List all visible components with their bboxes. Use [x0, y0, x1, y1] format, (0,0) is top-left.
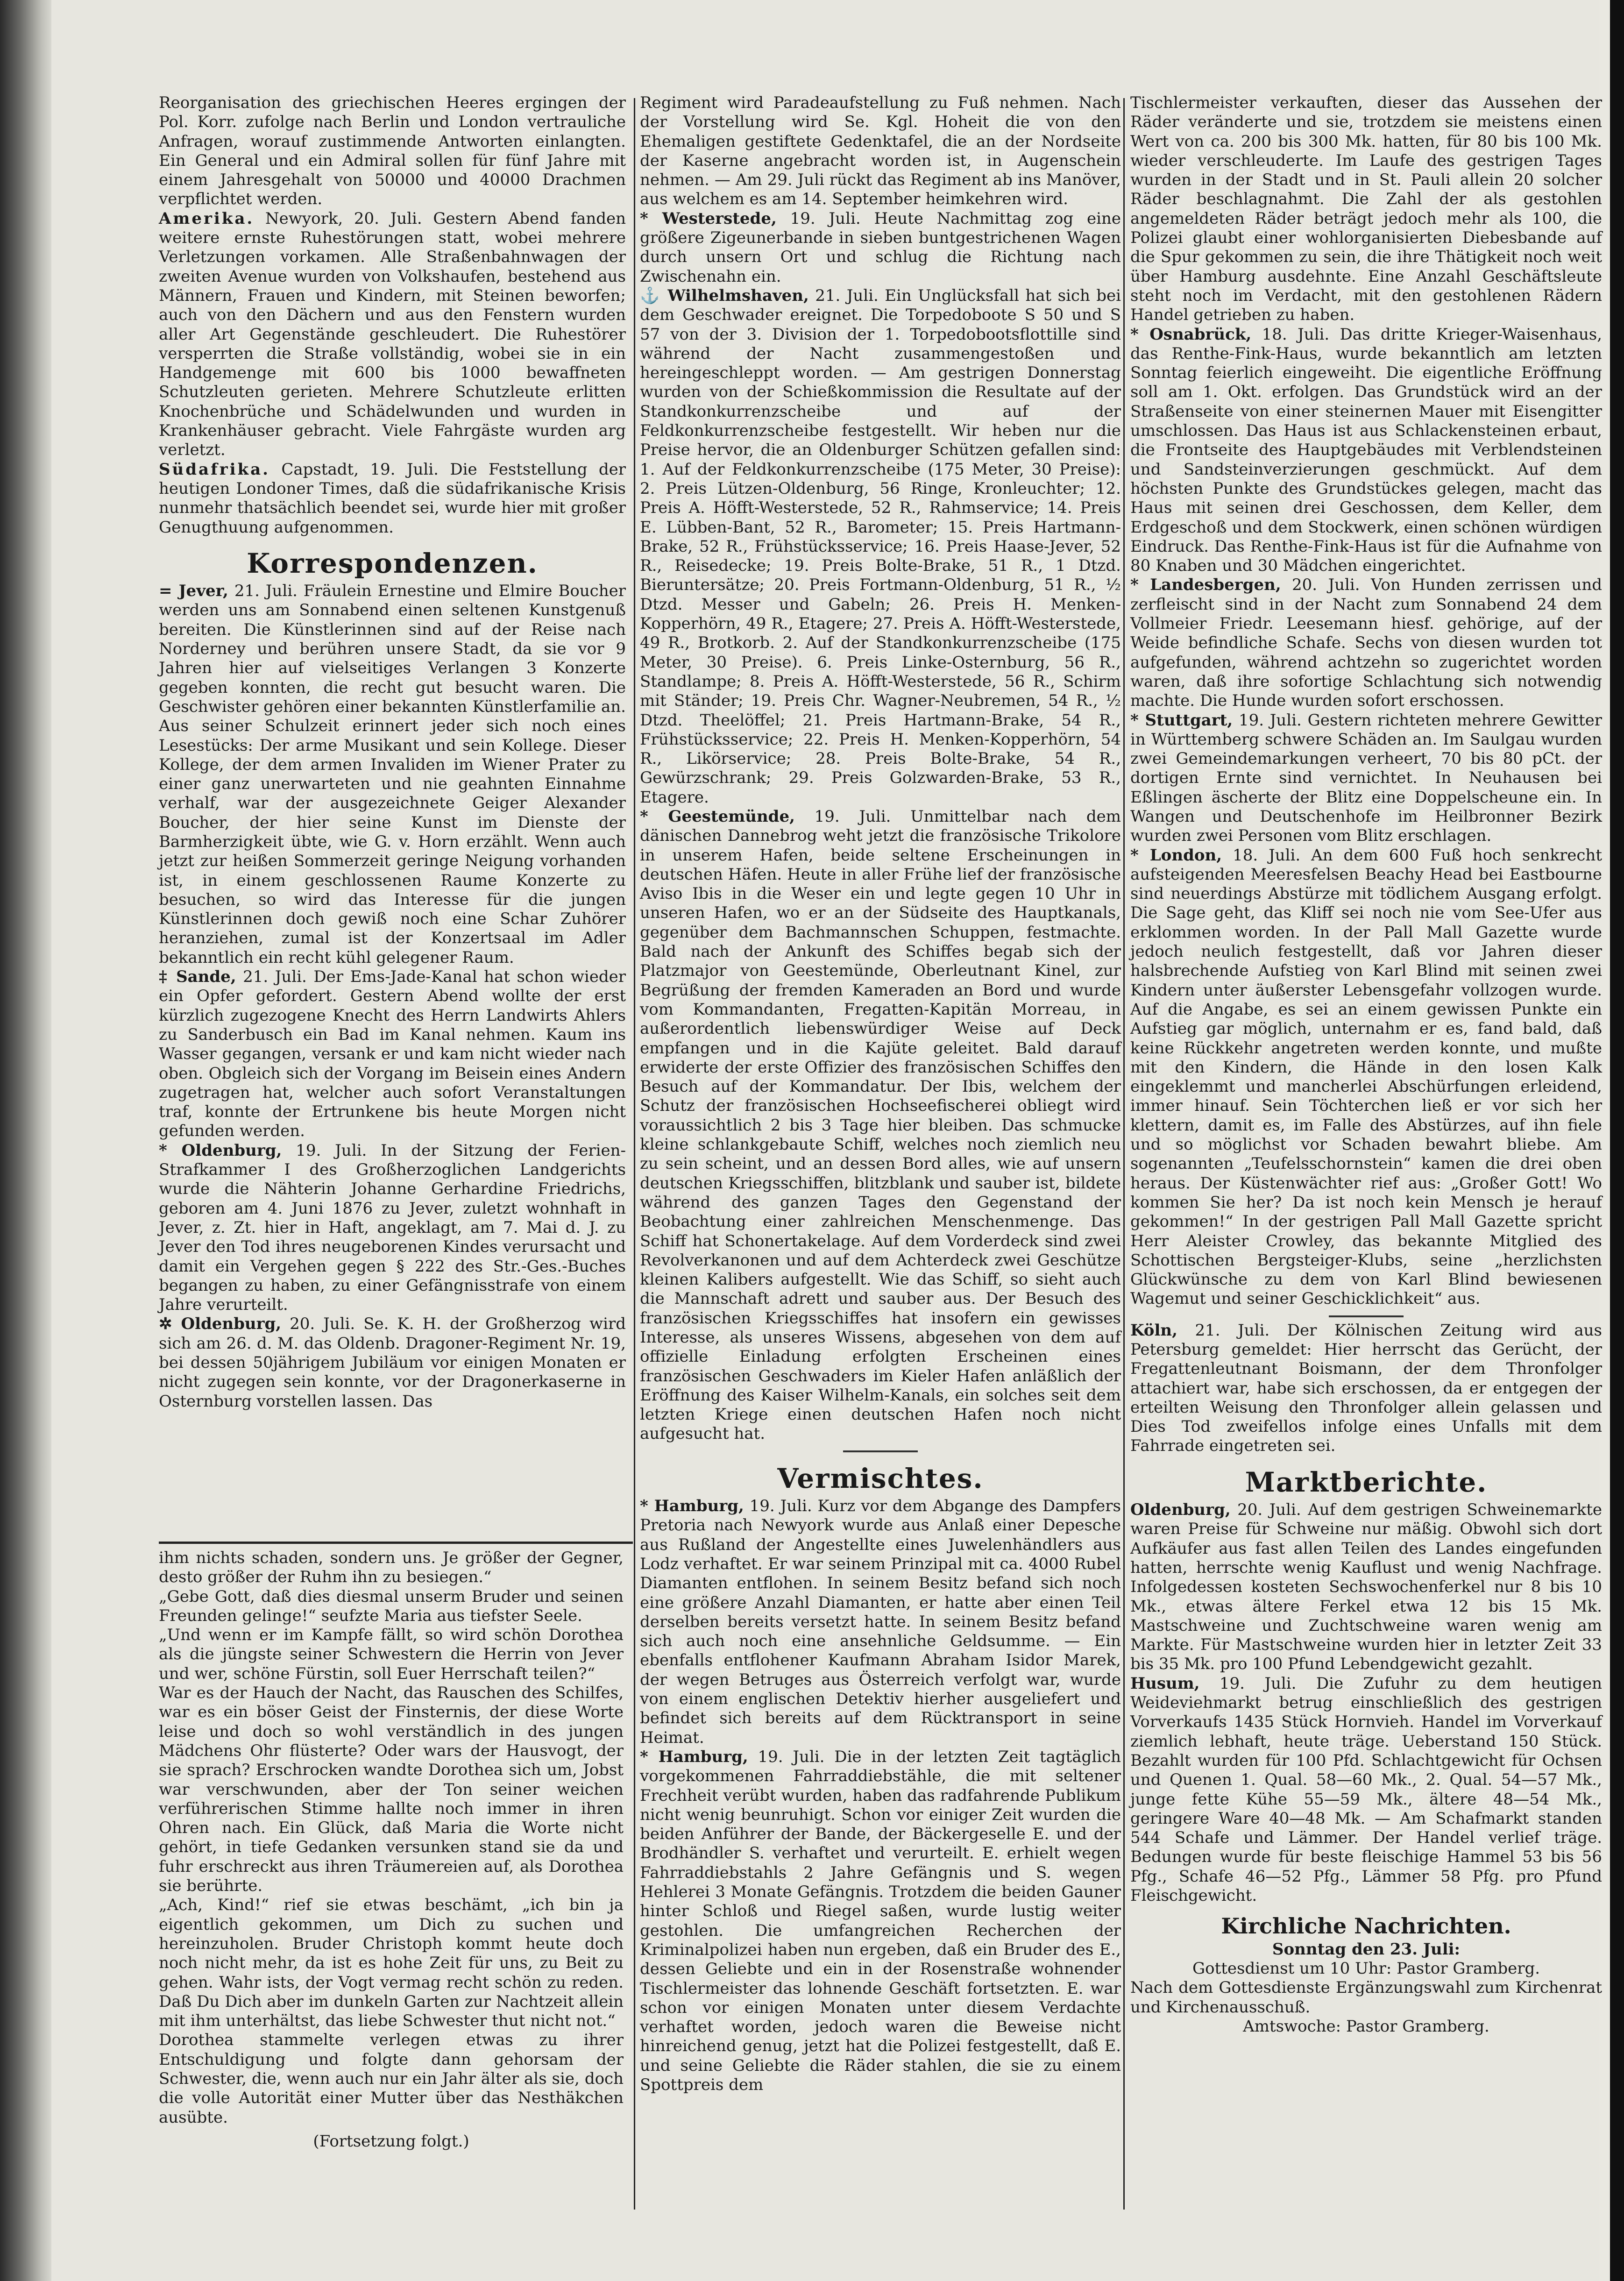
book-edge: [0, 0, 51, 2281]
article-market-husum: Husum, 19. Juli. Die Zufuhr zu dem heutigen Weideviehmarkt betrug einschließlich des gestrigen Vorverkaufs 1435 Stück Hornvieh. Handel im Vorverkauf ziemlich lebhaft, heute träge. Ueberstand 150 Stück. Bezahlt wurden für 100 Pfd. Schlachtgewicht für Ochsen und Quenen 1. Qual. 58—60 Mk., 2. Qual. 54—57 Mk., junge fette Kühe 55—59 Mk., ältere 48—54 Mk., geringere Ware 40—48 Mk. — Am Schafmarkt standen 544 Schafe und Lämmer. Der Handel verlief träge. Bedungen wurde für beste fleischige Hammel 53 bis 56 Pfg., Schafe 46—52 Pfg., Lämmer 58 Pfg. pro Pfund Fleischgewicht.: [1130, 1674, 1602, 1905]
binding-edge: [1610, 0, 1624, 2281]
feuilleton-rule: [159, 1542, 633, 1544]
article-greece: Reorganisation des griechischen Heeres ergingen der Pol. Korr. zufolge nach Berlin und London vertrauliche Anfragen, worauf zustimmende Antworten einlangten. Ein General und ein Admiral sollen für fünf Jahre mit einem Jahresgehalt von 50000 und 40000 Drachmen verpflichtet werden.: [159, 93, 626, 209]
article-koeln: Köln, 21. Juli. Der Kölnischen Zeitung wird aus Petersburg gemeldet: Hier herrscht das Gerücht, der Fregattenleutnant Boismann, der dem Thronfolger attachiert war, habe sich erschossen, da er entgegen der erteilten Weisung den Thronfolger allein gelassen und Dies Tod zweifellos infolge eines Unfalls mit dem Fahrrade eingetreten sei.: [1130, 1321, 1602, 1456]
church-week: Amtswoche: Pastor Gramberg.: [1243, 2017, 1489, 2036]
church-date: Sonntag den 23. Juli:: [1272, 1940, 1461, 1959]
dateline: Amerika.: [159, 209, 255, 228]
story-paragraph: „Ach, Kind!“ rief sie etwas beschämt, „ich bin ja eigentlich gekommen, um Dich zu suchen und hereinzuholen. Bruder Christoph kommt heute doch noch nicht mehr, da ist es hohe Zeit für uns, zu Beit zu gehen. Wahr ists, der Vogt vermag recht schön zu reden. Daß Du Dich aber im dunkeln Garten zur Nachtzeit allein mit ihm unterhältst, das liebe Schwester thut nicht not.“: [159, 1896, 624, 2031]
story-paragraph: „Gebe Gott, daß dies diesmal unserm Bruder und seinen Freunden gelinge!“ seufzte Maria aus tiefster Seele.: [159, 1587, 624, 1625]
feuilleton-story: [159, 1549, 624, 2151]
article-stuttgart: * Stuttgart, 19. Juli. Gestern richteten mehrere Gewitter in Württemberg schwere Schäden an. Im Saulgau wurden zwei Gemeindemarkungen verheert, 70 bis 80 pCt. der dortigen Ernte sind vernichtet. In Neuhausen bei Eßlingen äscherte der Blitz eine Doppelscheune ein. In Wangen und Deutschenhofe im Heilbronner Bezirk wurden zwei Personen vom Blitz erschlagen.: [1130, 711, 1602, 846]
article-hamburg-2: * Hamburg, 19. Juli. Die in der letzten Zeit tagtäglich vorgekommenen Fahrraddiebstähle, die mit seltener Frechheit verübt wurden, haben das radfahrende Publikum nicht wenig beunruhigt. Schon vor einiger Zeit wurden die beiden Anführer der Bande, der Bäckergeselle E. und der Brodhändler S. verhaftet und verurteilt. E. erhielt wegen Fahrraddiebstahls 2 Jahre Gefängnis und S. wegen Hehlerei 3 Monate Gefängnis. Trotzdem die beiden Gauner hinter Schloß und Riegel saßen, wurde lustig weiter gestohlen. Die umfangreichen Recherchen der Kriminalpolizei haben nun ergeben, daß ein Bruder des E., dessen Geliebte und ein in der Rosenstraße wohnender Tischlermeister das lohnende Geschäft fortsetzten. E. war schon vor einigen Monaten unter diesem Verdachte verhaftet worden, jedoch waren die Beweise nicht hinreichend genug, jetzt hat die Polizei festgestellt, daß E. und seine Geliebte die Räder stahlen, die sie zu einem Spottpreis dem: [640, 1747, 1121, 2094]
story-paragraph: Dorothea stammelte verlegen etwas zu ihrer Entschuldigung und folgte dann gehorsam der Schwester, die, wenn auch nur ein Jahr älter als sie, doch die volle Autorität einer Mutter über das Nesthäkchen ausübte.: [159, 2031, 624, 2127]
article-oldenburg-1: * Oldenburg, 19. Juli. In der Sitzung der Ferien-Strafkammer I des Großherzoglichen Landgerichts wurde die Nähterin Johanne Gerhardine Friedrichs, geboren am 4. Juni 1876 zu Jever, zuletzt wohnhaft in Jever, z. Zt. hier in Haft, angeklagt, am 7. Mai d. J. zu Jever den Tod ihres neugeborenen Kindes verursacht und damit ein Vergehen gegen § 222 des Str.-Ges.-Buches begangen zu haben, zu einer Gefängnisstrafe von einem Jahre verurteilt.: [159, 1141, 626, 1315]
section-heading-vermischtes: Vermischtes.: [777, 1462, 984, 1494]
dateline: * London,: [1130, 846, 1222, 865]
article-london: * London, 18. Juli. An dem 600 Fuß hoch senkrecht aufsteigenden Meeresfelsen Beachy Head bei Eastbourne sind neuerdings Abstürze mit tödlichem Ausgang erfolgt. Die Sage geht, das Kliff sei noch nie vom See-Ufer aus erklommen worden. In der Pall Mall Gazette wurde jedoch neulich festgestellt, daß vor Jahren dieser halsbrechende Aufstieg von Karl Blind mit seinen zwei Kindern unter äußerster Lebensgefahr vollzogen wurde. Auf die Angabe, es sei an einem gewissen Punkte ein Aufstieg gar möglich, unternahm er es, fand bald, daß keine Rückkehr angetreten werden konnte, und mußte mit den Kindern, die Hände in den losen Kalk eingeklemmt und mancherlei Abschürfungen erleidend, immer hinauf. Sein Töchterchen ließ er vor sich her klettern, damit es, im Falle des Abstürzes, auf ihn fiele und so möglichst vor Schaden bewahrt bliebe. Am sogenannten „Teufelsschornstein“ kamen die drei oben heraus. Der Küstenwächter rief aus: „Großer Gott! Wo kommen Sie her? Da ist noch kein Mensch je herauf gekommen!“ In der gestrigen Pall Mall Gazette spricht Herr Aleister Crowley, das bekannte Mitglied des Schottischen Bergsteiger-Klubs, seine „herzlichsten Glückwünsche zu dem von Karl Blind bewiesenen Wagemut und seiner Geschicklichkeit“ aus.: [1130, 846, 1602, 1308]
column-rule-1: [634, 98, 635, 2210]
separator: [1329, 1315, 1404, 1317]
dateline: Südafrika.: [159, 460, 270, 479]
article-amerika: Amerika. Newyork, 20. Juli. Gestern Abend fanden weitere ernste Ruhestörungen statt, wobei mehrere Verletzungen vorkamen. Alle Straßenbahnwagen der zweiten Avenue wurden von Volkshaufen, bestehend aus Männern, Frauen und Kindern, mit Steinen beworfen; auch von den Dächern und aus den Fenstern wurden aller Art Gegenstände geschleudert. Die Ruhestörer versperrten die Straße vollständig, wobei sie in ein Handgemenge mit 600 bis 1000 bewaffneten Schutzleuten gerieten. Mehrere Schutzleute erlitten Knochenbrüche und Schädelwunden und wurden in Krankenhäuser gebracht. Viele Fahrgäste wurden arg verletzt.: [159, 209, 626, 460]
dateline: * Geestemünde,: [640, 807, 795, 826]
dateline: * Landesbergen,: [1130, 576, 1281, 595]
dateline: * Oldenburg,: [159, 1141, 282, 1160]
section-heading-korrespondenzen: Korrespondenzen.: [247, 547, 538, 579]
dateline: * Stuttgart,: [1130, 711, 1233, 730]
section-heading-marktberichte: Marktberichte.: [1245, 1466, 1488, 1498]
dateline: ⚓ Wilhelmshaven,: [640, 286, 809, 305]
article-market-oldenburg: Oldenburg, 20. Juli. Auf dem gestrigen Schweinemarkte waren Preise für Schweine nur mäßig. Obwohl sich dort Aufkäufer aus fast allen Teilen des Landes eingefunden hatten, herrschte wenig Kauflust und wenig Nachfrage. Infolgedessen kosteten Sechswochenferkel nur 8 bis 10 Mk., etwas ältere Ferkel etwa 12 bis 15 Mk. Mastschweine und Zuchtschweine waren wenig am Markte. Für Mastschweine wurden hier in letzter Zeit 33 bis 35 Mk. pro 100 Pfund Lebendgewicht gezahlt.: [1130, 1500, 1602, 1674]
column-3: [1130, 93, 1602, 2036]
dateline: * Osnabrück,: [1130, 325, 1252, 344]
separator: [843, 1450, 918, 1452]
church-note: Nach dem Gottesdienste Ergänzungswahl zum Kirchenrat und Kirchenausschuß.: [1130, 1978, 1602, 2017]
dateline: Husum,: [1130, 1674, 1200, 1693]
story-paragraph: War es der Hauch der Nacht, das Rauschen des Schilfes, war es ein böser Geist der Finsternis, der diese Worte leise und doch so wohl verständlich in des jungen Mädchens Ohr flüsterte? Oder wars der Hausvogt, der sie sprach? Erschrocken wandte Dorothea sich um, Jobst war verschwunden, aber der Ton seiner weichen verführerischen Stimme hallte noch immer in ihren Ohren nach. Ein Glück, daß Maria die Worte nicht gehört, in tiefe Gedanken versunken stand sie da und fuhr erschreckt aus ihren Träumereien auf, als Dorothea sie berührte.: [159, 1684, 624, 1896]
dateline: ‡ Sande,: [159, 967, 236, 987]
church-service: Gottesdienst um 10 Uhr: Pastor Gramberg.: [1192, 1959, 1540, 1978]
column-rule-2: [1123, 98, 1125, 2210]
continuation-note: (Fortsetzung folgt.): [313, 2132, 469, 2151]
article-hamburg-cont: Tischlermeister verkauften, dieser das Aussehen der Räder veränderte und sie, trotzdem sie meistens einen Wert von ca. 200 bis 300 Mk. hatten, für 80 bis 100 Mk. wieder verschleuderte. Im Laufe des gestrigen Tages wurden in der Stadt und in St. Pauli allein 20 solcher Räder beschlagnahmt. Die Zahl der als gestohlen angemeldeten Räder beträgt jedoch mehr als 100, die Polizei glaubt einer wohlorganisierten Diebesbande auf die Spur gekommen zu sein, die ihre Thätigkeit noch weit über Hamburg ausdehnte. Eine Anzahl Geschäftsleute steht noch im Verdacht, mit den gestohlenen Rädern Handel getrieben zu haben.: [1130, 93, 1602, 325]
column-1: [159, 93, 626, 1411]
article-westerstede: * Westerstede, 19. Juli. Heute Nachmittag zog eine größere Zigeunerbande in sieben buntgestrichenen Wagen durch unsern Ort und schlug die Richtung nach Zwischenahn ein.: [640, 209, 1121, 286]
dateline: * Westerstede,: [640, 209, 777, 228]
article-geestemuende: * Geestemünde, 19. Juli. Unmittelbar nach dem dänischen Dannebrog weht jetzt die französische Trikolore in unserem Hafen, beide seltene Erscheinungen in deutschen Häfen. Heute in aller Frühe lief der französische Aviso Ibis in die Weser ein und legte gegen 10 Uhr in unseren Hafen, wo er an der Südseite des Hauptkanals, gegenüber dem Bachmannschen Schuppen, festmachte. Bald nach der Ankunft des Schiffes begab sich der Platzmajor von Geestemünde, Oberleutnant Kinel, zur Begrüßung der fremden Kameraden an Bord und wurde vom Kommandanten, Fregatten-Kapitän Morreau, in außerordentlich liebenswürdiger Weise auf Deck empfangen und in die Kajüte geleitet. Bald darauf erwiderte der erste Offizier des französischen Schiffes den Besuch auf der Kommandatur. Der Ibis, welchem der Schutz der französischen Hochseefischerei obliegt wird voraussichtlich 2 bis 3 Tage hier bleiben. Das schmucke kleine schlankgebaute Schiff, welches noch ziemlich neu zu sein scheint, und an dessen Bord alles, wie auf unsern deutschen Kriegsschiffen, blitzblank und sauber ist, bildete während des ganzen Tages den Gegenstand der Beobachtung einer zahlreichen Menschenmenge. Das Schiff hat Schonertakelage. Auf dem Vorderdeck sind zwei Revolverkanonen und auf dem Achterdeck zwei Geschütze kleinen Kalibers aufgestellt. Wie das Schiff, so sieht auch die Mannschaft adrett und sauber aus. Der Besuch des französischen Kriegsschiffes hat insofern ein gewisses Interesse, als unseres Wissens, abgesehen von dem auf offizielle Einladung erfolgten Erscheinen eines französischen Geschwaders im Kieler Hafen anläßlich der Eröffnung des Kaiser Wilhelm-Kanals, ein solches seit dem letzten Kriege einen deutschen Hafen noch nicht aufgesucht hat.: [640, 807, 1121, 1443]
story-paragraph: „Und wenn er im Kampfe fällt, so wird schön Dorothea als die jüngste seiner Schwestern die Herrin von Jever und wer, schöne Fürstin, soll Euer Herrschaft teilen?“: [159, 1626, 624, 1683]
dateline: Oldenburg,: [1130, 1500, 1231, 1520]
section-heading-kirchliche-nachrichten: Kirchliche Nachrichten.: [1221, 1913, 1511, 1939]
article-jever: = Jever, 21. Juli. Fräulein Ernestine und Elmire Boucher werden uns am Sonnabend einen seltenen Kunstgenuß bereiten. Die Künstlerinnen sind auf der Reise nach Norderney und berühren unsere Stadt, da sie vor 9 Jahren hier auf vielseitiges Verlangen 3 Konzerte gegeben konnten, die recht gut besucht waren. Die Geschwister gehören einer bekannten Künstlerfamilie an. Aus seiner Schulzeit erinnert jeder sich noch eines Lesestücks: Der arme Musikant und sein Kollege. Dieser Kollege, der dem armen Invaliden im Wiener Prater zu einer ganz unerwarteten und nie geahnten Einnahme verhalf, war der ausgezeichnete Geiger Alexander Boucher, der hier seine Kunst im Dienste der Barmherzigkeit übte, wie G. v. Horn erzählt. Wenn auch jetzt zur heißen Sommerzeit geringe Neigung vorhanden ist, in einem geschlossenen Raume Konzerte zu besuchen, so wird das Interesse für die jungen Künstlerinnen doch gewiß noch eine Schar Zuhörer heranziehen, zumal ist der Konzertsaal im Adler bekanntlich ein recht kühl gelegener Raum.: [159, 582, 626, 967]
dateline: Köln,: [1130, 1321, 1177, 1340]
dateline: ✲ Oldenburg,: [159, 1315, 282, 1334]
dateline: = Jever,: [159, 582, 228, 601]
article-osnabrueck: * Osnabrück, 18. Juli. Das dritte Krieger-Waisenhaus, das Renthe-Fink-Haus, wurde bekanntlich am letzten Sonntag feierlich eingeweiht. Die eigentliche Eröffnung soll am 1. Okt. erfolgen. Das Grundstück wird an der Straßenseite von einer steinernen Mauer mit Eisengitter umschlossen. Das Haus ist aus Schlackensteinen erbaut, die Frontseite des Hauptgebäudes mit Verblendsteinen und Sandsteinverzierungen geschmückt. Auf dem höchsten Punkte des Grundstückes gelegen, macht das Haus mit seinen drei Geschossen, dem Keller, dem Erdgeschoß und dem Stockwerk, einen schönen würdigen Eindruck. Das Renthe-Fink-Haus ist für die Aufnahme von 80 Knaben und 30 Mädchen eingerichtet.: [1130, 325, 1603, 576]
dateline: * Hamburg,: [640, 1747, 748, 1766]
dateline: * Hamburg,: [640, 1497, 744, 1516]
article-suedafrika: Südafrika. Capstadt, 19. Juli. Die Feststellung der heutigen Londoner Times, daß die südafrikanische Krisis nunmehr thatsächlich beendet sei, wurde hier mit großer Genugthuung aufgenommen.: [159, 460, 626, 537]
column-2: [640, 93, 1121, 2095]
article-sande: ‡ Sande, 21. Juli. Der Ems-Jade-Kanal hat schon wieder ein Opfer gefordert. Gestern Abend wollte der erst kürzlich zugezogene Knecht des Herrn Landwirts Ahlers zu Sanderbusch ein Bad im Kanal nehmen. Kaum ins Wasser gegangen, versank er und kam nicht wieder nach oben. Obgleich sich der Vorgang im Beisein eines Andern zugetragen hat, welcher auch sofort Veranstaltungen traf, konnte der Ertrunkene bis heute Morgen nicht gefunden werden.: [159, 967, 626, 1141]
story-paragraph: ihm nichts schaden, sondern uns. Je größer der Gegner, desto größer der Ruhm ihn zu besiegen.“: [159, 1549, 624, 1587]
article-oldenburg-2: ✲ Oldenburg, 20. Juli. Se. K. H. der Großherzog wird sich am 26. d. M. das Oldenb. Dragoner-Regiment Nr. 19, bei dessen 50jährigem Jubiläum vor einigen Monaten er nicht zugegen sein konnte, vor der Dragonerkaserne in Osternburg vorstellen lassen. Das: [159, 1315, 626, 1411]
article-wilhelmshaven: ⚓ Wilhelmshaven, 21. Juli. Ein Unglücksfall hat sich bei dem Geschwader ereignet. Die Torpedoboote S 50 und S 57 von der 3. Division der 1. Torpedobootsflottille sind während der Nacht zusammengestoßen und hereingeschleppt worden. — Am gestrigen Donnerstag wurden von der Schießkommission die Resultate auf der Standkonkurrenzscheibe und auf der Feldkonkurrenzscheibe festgestellt. Wir heben nur die Preise hervor, die an Oldenburger Schützen gefallen sind: 1. Auf der Feldkonkurrenzscheibe (175 Meter, 30 Preise): 2. Preis Lützen-Oldenburg, 56 Ringe, Kronleuchter; 12. Preis A. Höfft-Westerstede, 52 R., Rahmservice; 14. Preis E. Lübben-Bant, 52 R., Barometer; 15. Preis Hartmann-Brake, 52 R., Frühstücksservice; 16. Preis Haase-Jever, 52 R., Reisedecke; 19. Preis Bolte-Brake, 51 R., 1 Dtzd. Bieruntersätze; 20. Preis Fortmann-Oldenburg, 51 R., ½ Dtzd. Messer und Gabeln; 26. Preis H. Menken-Kopperhörn, 49 R., Etagere; 27. Preis A. Höfft-Westerstede, 49 R., Brotkorb. 2. Auf der Standkonkurrenzscheibe (175 Meter, 30 Preise). 6. Preis Linke-Osternburg, 56 R., Standlampe; 8. Preis A. Höfft-Westerstede, 56 R., Schirm mit Ständer; 19. Preis Chr. Wagner-Neubremen, 54 R., ½ Dtzd. Theelöffel; 21. Preis Hartmann-Brake, 54 R., Frühstücksservice; 22. Preis H. Menken-Kopperhörn, 54 R., Likörservice; 28. Preis Bolte-Brake, 54 R., Gewürzschrank; 29. Preis Golzwarden-Brake, 53 R., Etagere.: [640, 286, 1121, 807]
article-regiment: Regiment wird Paradeaufstellung zu Fuß nehmen. Nach der Vorstellung wird Se. Kgl. Hoheit die von den Ehemaligen gestiftete Gedenktafel, die an der Nordseite der Kaserne angebracht worden ist, in Augenschein nehmen. — Am 29. Juli rückt das Regiment ab ins Manöver, aus welchem es am 14. September heimkehren wird.: [640, 93, 1121, 209]
article-hamburg-1: * Hamburg, 19. Juli. Kurz vor dem Abgange des Dampfers Pretoria nach Newyork wurde aus Anlaß einer Depesche aus Rußland der Angestellte eines Juwelenhändlers aus Lodz verhaftet. Er war seinem Prinzipal mit ca. 4000 Rubel Diamanten entflohen. In seinem Besitz befand sich noch eine größere Anzahl Diamanten, er hatte aber einen Teil derselben bereits versetzt hatte. In seinem Besitz befand sich auch noch eine ansehnliche Geldsumme. — Ein ebenfalls entflohener Kaufmann Abraham Isidor Marek, der wegen Betruges aus Österreich verfolgt war, wurde von einem englischen Detektiv hierher ausgeliefert und befindet sich bereits auf dem Rücktransport in seine Heimat.: [640, 1497, 1121, 1747]
article-landesbergen: * Landesbergen, 20. Juli. Von Hunden zerrissen und zerfleischt sind in der Nacht zum Sonnabend 24 dem Vollmeier Friedr. Leesemann hiesf. gehörige, auf der Weide befindliche Schafe. Sechs von diesen wurden tot aufgefunden, während achtzehn so zugerichtet worden waren, daß ihre sofortige Schlachtung sich notwendig machte. Die Hunde wurden sofort erschossen.: [1130, 576, 1602, 711]
